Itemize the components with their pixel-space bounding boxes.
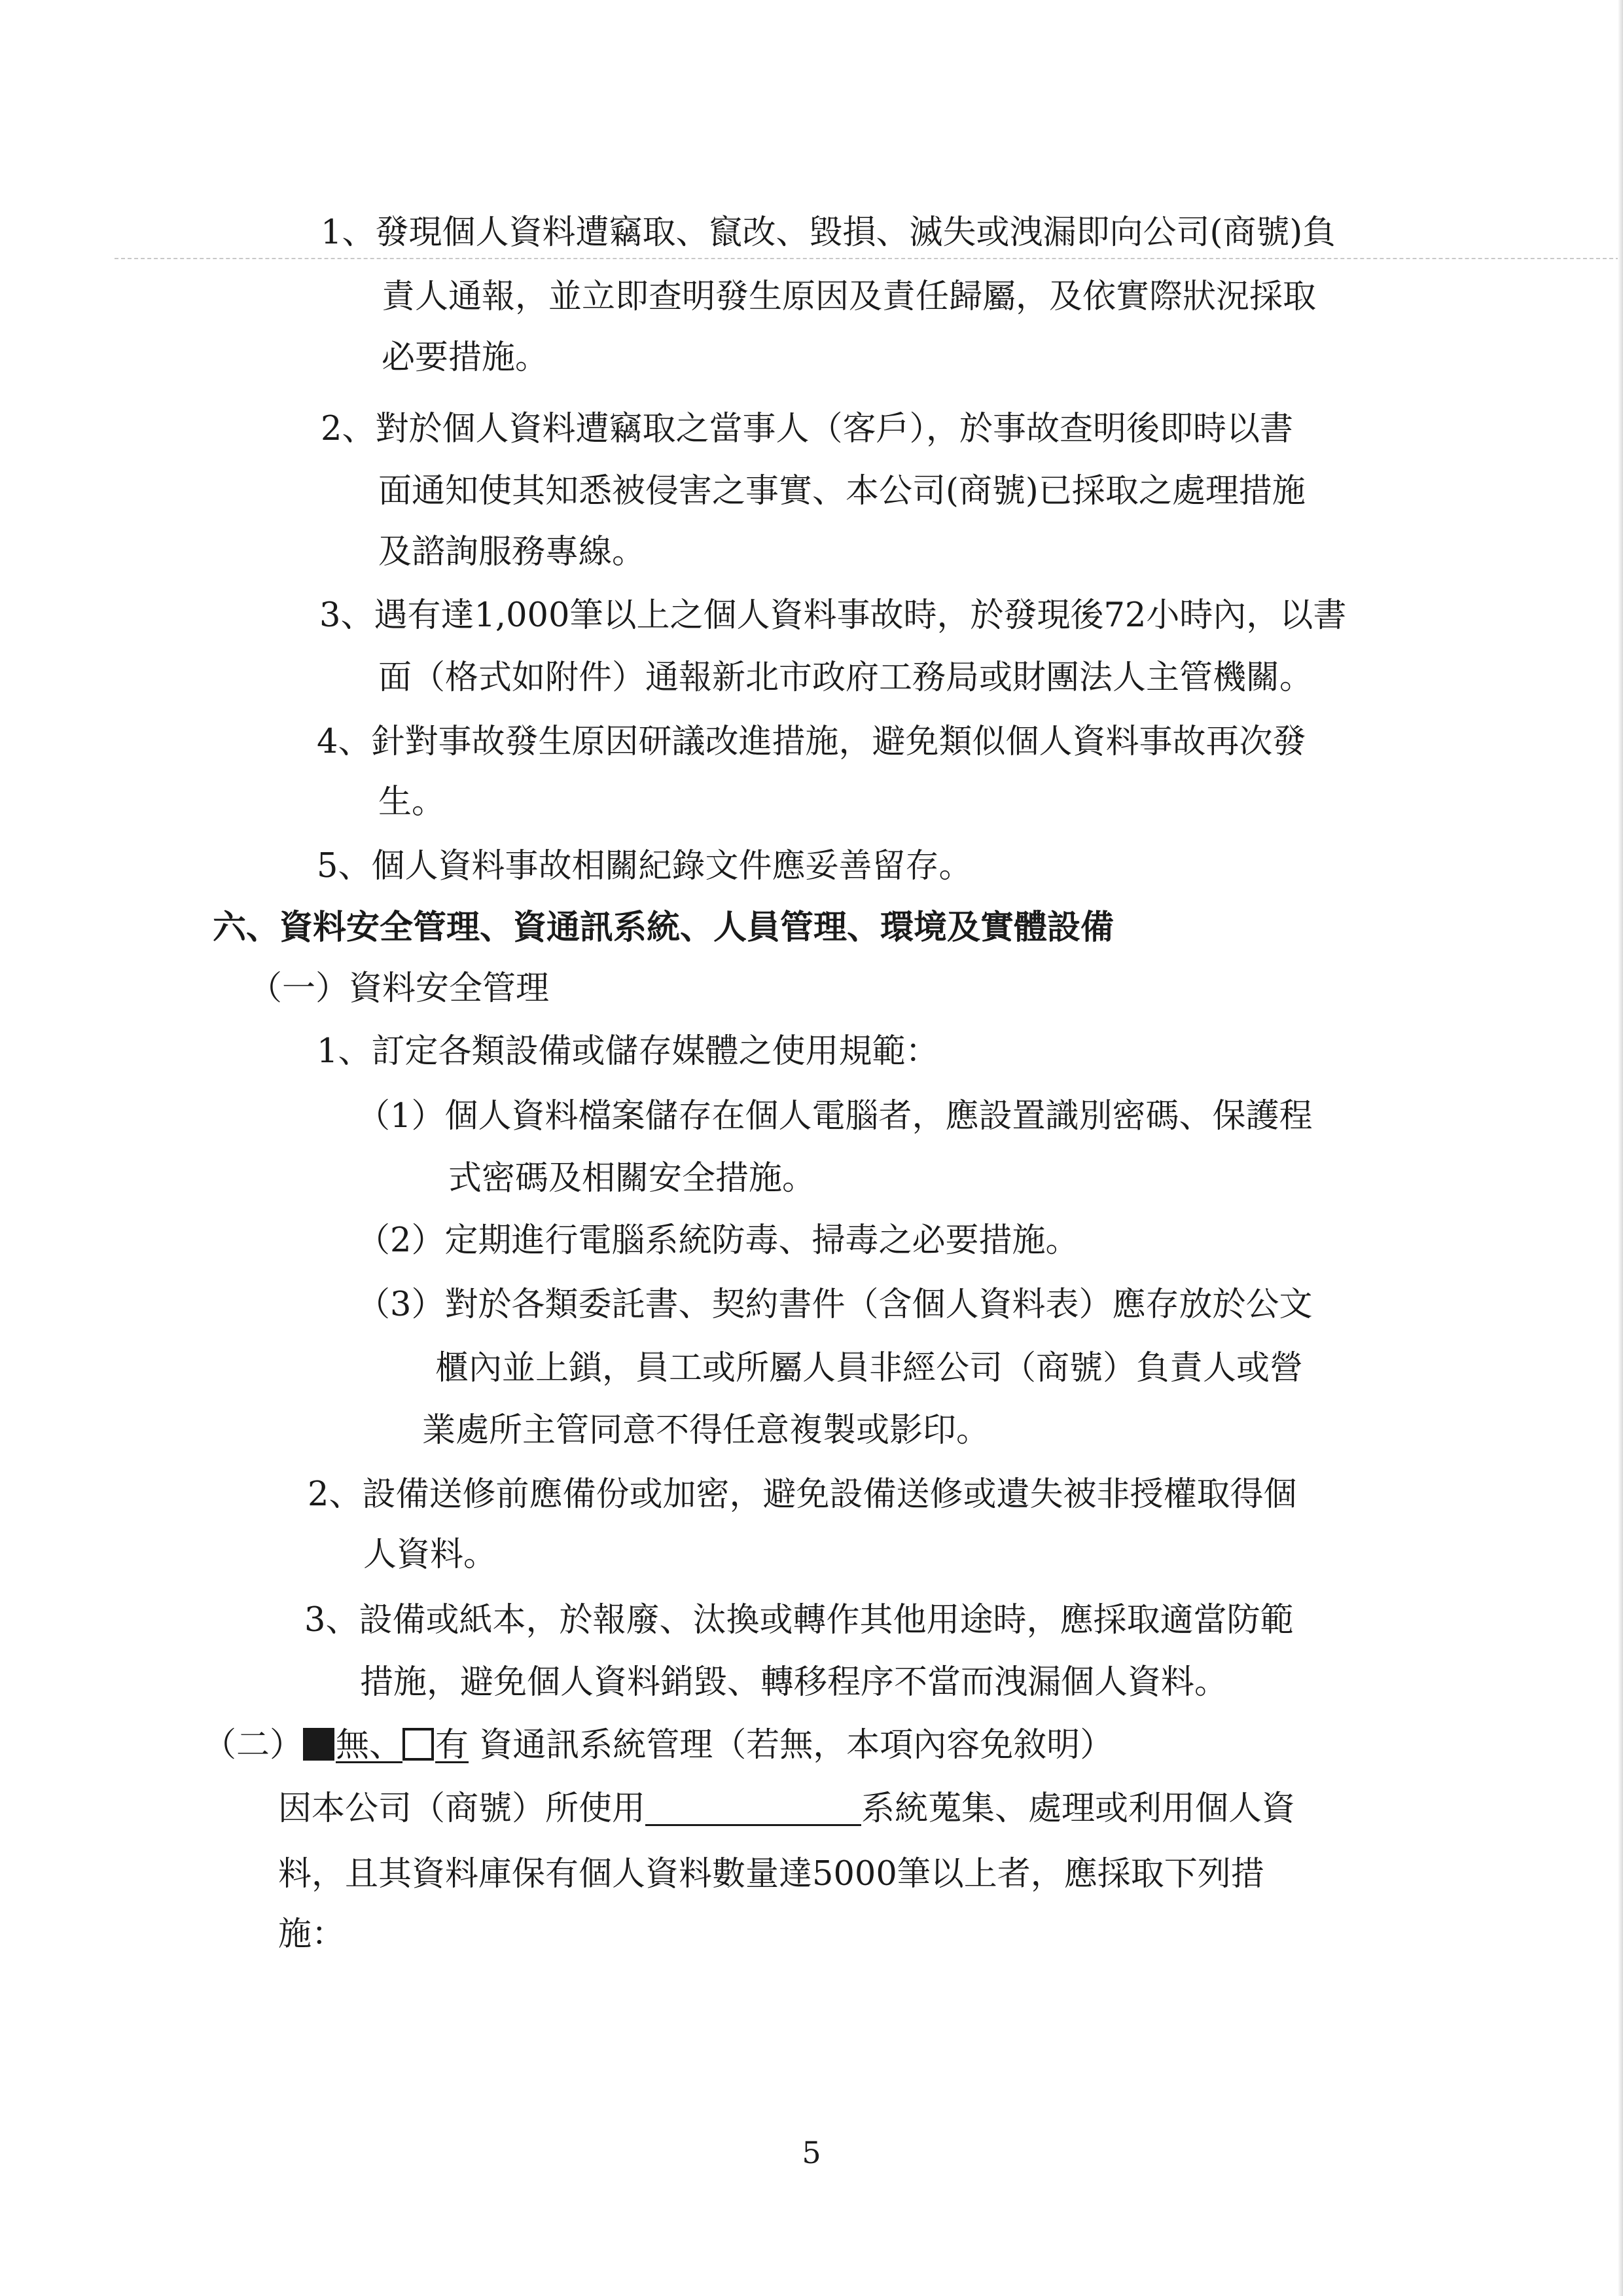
paragraph-line: 生。 [378,783,446,821]
page-number: 5 [802,2135,821,2170]
section-heading: 六、資料安全管理、資通訊系統、人員管理、環境及實體設備 [213,908,1115,947]
paragraph-line: 業處所主管同意不得任意複製或影印。 [422,1411,990,1450]
paragraph-line: 人資料。 [363,1535,497,1574]
checkbox-yes-unchecked[interactable] [402,1728,434,1761]
paragraph-line: 3、遇有達1,000筆以上之個人資料事故時，於發現後72小時內，以書 [319,596,1347,635]
option-none-label: 無、 [336,1726,403,1765]
section-2-prefix: （二） [203,1726,304,1765]
closing-line-1 [278,1789,1296,1828]
paragraph-line: 4、針對事故發生原因研議改進措施，避免類似個人資料事故再次發 [317,723,1306,761]
scan-artifact-line [115,258,1620,259]
paragraph-line: 3、設備或紙本，於報廢、汰換或轉作其他用途時，應採取適當防範 [304,1601,1294,1640]
section-2-heading [203,1726,1114,1765]
paragraph-line: 1、發現個人資料遭竊取、竄改、毀損、滅失或洩漏即向公司(商號)負 [321,213,1336,252]
paragraph-line: 及諮詢服務專線。 [378,533,646,571]
paragraph-line: 2、設備送修前應備份或加密，避免設備送修或遺失被非授權取得個 [308,1475,1297,1514]
paragraph-line: 式密碼及相關安全措施。 [448,1159,816,1198]
section-2-title: 資通訊系統管理（若無，本項內容免敘明） [469,1726,1114,1765]
scan-right-edge [1618,0,1623,2296]
paragraph-line: 1、訂定各類設備或儲存媒體之使用規範： [317,1032,939,1071]
paragraph-line: （2）定期進行電腦系統防毒、掃毒之必要措施。 [357,1221,1079,1260]
paragraph-line: 5、個人資料事故相關紀錄文件應妥善留存。 [317,847,972,886]
closing-line-3: 施： [278,1915,346,1954]
paragraph-line: （3）對於各類委託書、契約書件（含個人資料表）應存放於公文 [357,1285,1313,1324]
subsection-heading: （一）資料安全管理 [249,969,550,1008]
paragraph-line: 措施，避免個人資料銷毀、轉移程序不當而洩漏個人資料。 [360,1663,1228,1702]
paragraph-line: 面通知使其知悉被侵害之事實、本公司(商號)已採取之處理措施 [378,472,1306,511]
closing-text-before: 因本公司（商號）所使用 [278,1789,646,1828]
paragraph-line: 責人通報，並立即查明發生原因及責任歸屬，及依實際狀況採取 [382,278,1317,316]
option-yes-label: 有 [435,1726,469,1765]
blank-system-name-field[interactable] [645,1823,861,1826]
checkbox-none-checked[interactable] [303,1728,334,1761]
closing-line-2: 料，且其資料庫保有個人資料數量達5000筆以上者，應採取下列措 [278,1855,1264,1893]
paragraph-line: 面（格式如附件）通報新北市政府工務局或財團法人主管機關。 [378,658,1313,697]
paragraph-line: 必要措施。 [382,338,549,377]
paragraph-line: （1）個人資料檔案儲存在個人電腦者，應設置識別密碼、保護程 [357,1097,1313,1136]
closing-text-after: 系統蒐集、處理或利用個人資 [861,1789,1296,1828]
paragraph-line: 2、對於個人資料遭竊取之當事人（客戶），於事故查明後即時以書 [321,410,1293,448]
paragraph-line: 櫃內並上鎖，員工或所屬人員非經公司（商號）負責人或營 [435,1349,1304,1388]
